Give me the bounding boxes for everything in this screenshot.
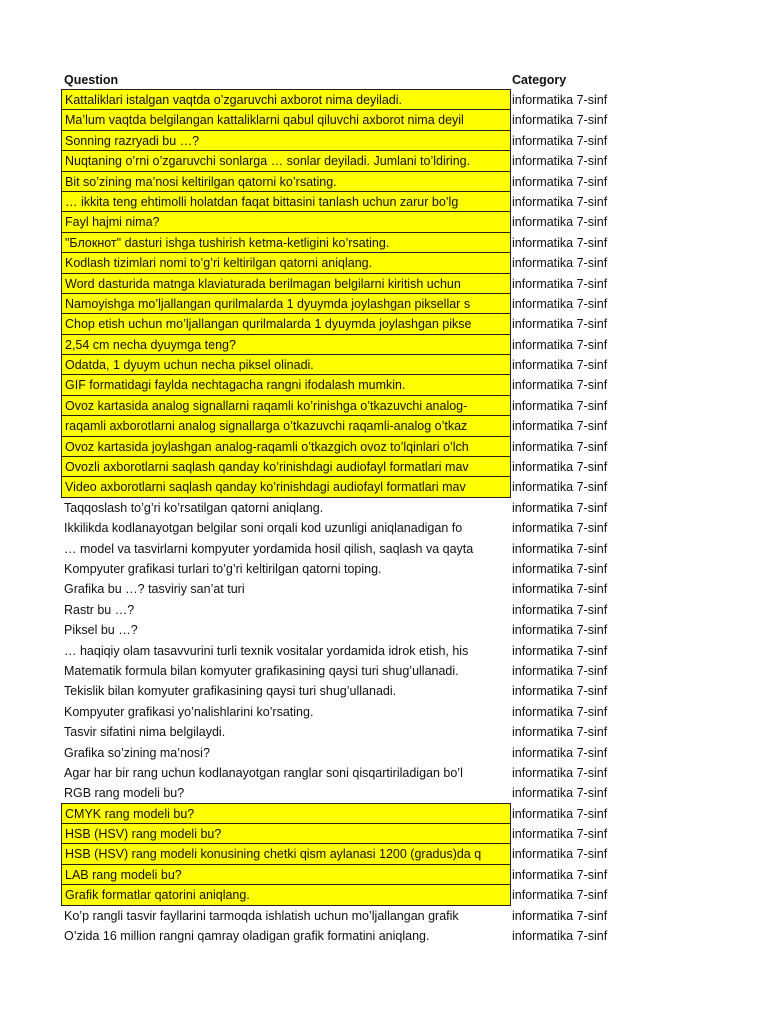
- question-cell-highlighted[interactable]: Kattaliklari istalgan vaqtda o’zgaruvchi axborot nima deyiladi.: [61, 89, 511, 110]
- question-cell-highlighted[interactable]: … ikkita teng ehtimolli holatdan faqat bittasini tanlash uchun zarur bo’lg: [61, 191, 511, 212]
- table-row: [0, 906, 768, 926]
- table-row: [0, 600, 768, 620]
- question-cell-highlighted[interactable]: "Блокнот" dasturi ishga tushirish ketma-ketligini ko’rsating.: [61, 232, 511, 253]
- question-cell-highlighted[interactable]: Grafik formatlar qatorini aniqlang.: [61, 884, 511, 905]
- category-cell[interactable]: informatika 7-sinf: [512, 786, 608, 801]
- category-cell[interactable]: informatika 7-sinf: [512, 684, 608, 699]
- category-cell[interactable]: informatika 7-sinf: [512, 460, 608, 475]
- category-cell[interactable]: informatika 7-sinf: [512, 745, 608, 760]
- category-cell[interactable]: informatika 7-sinf: [512, 276, 608, 291]
- table-row: [0, 865, 768, 885]
- table-row: [0, 294, 768, 314]
- question-cell-highlighted[interactable]: LAB rang modeli bu?: [61, 864, 511, 885]
- question-cell[interactable]: Kompyuter grafikasi yo’nalishlarini ko’rsating.: [64, 704, 314, 719]
- category-cell[interactable]: informatika 7-sinf: [512, 174, 608, 189]
- question-cell[interactable]: O’zida 16 million rangni qamray oladigan grafik formatini aniqlang.: [64, 929, 430, 944]
- question-cell[interactable]: Grafika so’zining ma’nosi?: [64, 745, 210, 760]
- category-cell[interactable]: informatika 7-sinf: [512, 521, 608, 536]
- category-column-header[interactable]: Category: [512, 73, 567, 87]
- category-cell[interactable]: informatika 7-sinf: [512, 194, 608, 209]
- category-cell[interactable]: informatika 7-sinf: [512, 378, 608, 393]
- category-cell[interactable]: informatika 7-sinf: [512, 582, 608, 597]
- table-row: [0, 783, 768, 803]
- table-row: [0, 274, 768, 294]
- question-cell[interactable]: Matematik formula bilan komyuter grafikasining qaysi turi shug’ullanadi.: [64, 663, 459, 678]
- question-cell-highlighted[interactable]: Video axborotlarni saqlash qanday ko’rinishdagi audiofayl formatlari mav: [61, 476, 511, 497]
- table-row: [0, 926, 768, 946]
- question-cell[interactable]: Piksel bu …?: [64, 623, 138, 638]
- table-body: [0, 90, 768, 946]
- category-cell[interactable]: informatika 7-sinf: [512, 439, 608, 454]
- category-cell[interactable]: informatika 7-sinf: [512, 541, 608, 556]
- table-row: [0, 253, 768, 273]
- question-cell[interactable]: Kompyuter grafikasi turlari to’g’ri keltirilgan qatorni toping.: [64, 561, 382, 576]
- table-row: [0, 763, 768, 783]
- category-cell[interactable]: informatika 7-sinf: [512, 133, 608, 148]
- table-row: [0, 702, 768, 722]
- category-cell[interactable]: informatika 7-sinf: [512, 827, 608, 842]
- table-row: [0, 743, 768, 763]
- table-row: [0, 579, 768, 599]
- question-cell[interactable]: Rastr bu …?: [64, 602, 135, 617]
- category-cell[interactable]: informatika 7-sinf: [512, 480, 608, 495]
- table-row: [0, 641, 768, 661]
- table-row: [0, 844, 768, 864]
- question-cell-highlighted[interactable]: Bit so’zining ma’nosi keltirilgan qatorni ko’rsating.: [61, 171, 511, 192]
- table-row: [0, 477, 768, 497]
- table-row: [0, 355, 768, 375]
- question-cell-highlighted[interactable]: Odatda, 1 dyuym uchun necha piksel olinadi.: [61, 354, 511, 375]
- category-cell[interactable]: informatika 7-sinf: [512, 888, 608, 903]
- question-cell[interactable]: Ikkilikda kodlanayotgan belgilar soni orqali kod uzunligi aniqlanadigan fo: [64, 521, 463, 536]
- table-row: [0, 885, 768, 905]
- table-row: [0, 498, 768, 518]
- table-row: [0, 151, 768, 171]
- question-cell-highlighted[interactable]: Chop etish uchun mo’ljallangan qurilmalarda 1 dyuymda joylashgan pikse: [61, 313, 511, 334]
- table-row: [0, 681, 768, 701]
- question-column-header[interactable]: Question: [64, 73, 119, 87]
- question-cell-highlighted[interactable]: Nuqtaning o’rni o’zgaruvchi sonlarga … sonlar deyiladi. Jumlani to’ldiring.: [61, 150, 511, 171]
- question-cell[interactable]: Tasvir sifatini nima belgilaydi.: [64, 725, 226, 740]
- table-row: [0, 314, 768, 334]
- table-row: [0, 620, 768, 640]
- category-cell[interactable]: informatika 7-sinf: [512, 500, 608, 515]
- category-cell[interactable]: informatika 7-sinf: [512, 643, 608, 658]
- question-cell[interactable]: Taqqoslash to’g’ri ko’rsatilgan qatorni aniqlang.: [64, 500, 324, 515]
- question-cell-highlighted[interactable]: raqamli axborotlarni analog signallarga o’tkazuvchi raqamli-analog o’tkaz: [61, 415, 511, 436]
- table-row: [0, 824, 768, 844]
- question-cell[interactable]: Agar har bir rang uchun kodlanayotgan ranglar soni qisqartiriladigan bo’l: [64, 765, 463, 780]
- table-row: [0, 661, 768, 681]
- question-cell[interactable]: RGB rang modeli bu?: [64, 786, 185, 801]
- category-cell[interactable]: informatika 7-sinf: [512, 296, 608, 311]
- category-cell[interactable]: informatika 7-sinf: [512, 93, 608, 107]
- table-row: [0, 110, 768, 130]
- table-row: [0, 416, 768, 436]
- question-cell-highlighted[interactable]: Kodlash tizimlari nomi to’g’ri keltirilgan qatorni aniqlang.: [61, 252, 511, 273]
- table-row: [0, 722, 768, 742]
- question-cell-highlighted[interactable]: HSB (HSV) rang modeli bu?: [61, 823, 511, 844]
- category-cell[interactable]: informatika 7-sinf: [512, 847, 608, 862]
- category-cell[interactable]: informatika 7-sinf: [512, 725, 608, 740]
- table-row: [0, 90, 768, 110]
- table-row: [0, 375, 768, 395]
- question-cell-highlighted[interactable]: Namoyishga mo’ljallangan qurilmalarda 1 dyuymda joylashgan piksellar s: [61, 293, 511, 314]
- question-cell-highlighted[interactable]: HSB (HSV) rang modeli konusining chetki qism aylanasi 1200 (gradus)da q: [61, 843, 511, 864]
- question-cell-highlighted[interactable]: Ma’lum vaqtda belgilangan kattaliklarni qabul qiluvchi axborot nima deyil: [61, 109, 511, 130]
- category-cell[interactable]: informatika 7-sinf: [512, 704, 608, 719]
- category-cell[interactable]: informatika 7-sinf: [512, 215, 608, 230]
- question-cell[interactable]: Grafika bu …? tasviriy san’at turi: [64, 582, 245, 597]
- question-cell-highlighted[interactable]: Ovozli axborotlarni saqlash qanday ko’rinishdagi audiofayl formatlari mav: [61, 456, 511, 477]
- table-row: [0, 192, 768, 212]
- category-cell[interactable]: informatika 7-sinf: [512, 113, 608, 128]
- category-cell[interactable]: informatika 7-sinf: [512, 663, 608, 678]
- category-cell[interactable]: informatika 7-sinf: [512, 235, 608, 250]
- category-cell[interactable]: informatika 7-sinf: [512, 765, 608, 780]
- category-cell[interactable]: informatika 7-sinf: [512, 908, 608, 923]
- category-cell[interactable]: informatika 7-sinf: [512, 561, 608, 576]
- question-cell-highlighted[interactable]: Ovoz kartasida joylashgan analog-raqamli o’tkazgich ovoz to’lqinlari o’lch: [61, 436, 511, 457]
- category-cell[interactable]: informatika 7-sinf: [512, 867, 608, 882]
- table-row: [0, 396, 768, 416]
- question-cell-highlighted[interactable]: Sonning razryadi bu …?: [61, 130, 511, 151]
- question-cell[interactable]: Tekislik bilan komyuter grafikasining qaysi turi shug’ullanadi.: [64, 684, 397, 699]
- category-cell[interactable]: informatika 7-sinf: [512, 623, 608, 638]
- question-cell[interactable]: Ko’p rangli tasvir fayllarini tarmoqda ishlatish uchun mo’ljallangan grafik: [64, 908, 459, 923]
- category-cell[interactable]: informatika 7-sinf: [512, 602, 608, 617]
- question-cell-highlighted[interactable]: Ovoz kartasida analog signallarni raqamli ko’rinishga o’tkazuvchi analog-: [61, 395, 511, 416]
- table-row: [0, 804, 768, 824]
- table-row: [0, 172, 768, 192]
- question-cell-highlighted[interactable]: 2,54 cm necha dyuymga teng?: [61, 334, 511, 355]
- table-row: [0, 518, 768, 538]
- category-cell[interactable]: informatika 7-sinf: [512, 337, 608, 352]
- question-cell-highlighted[interactable]: Word dasturida matnga klaviaturada berilmagan belgilarni kiritish uchun: [61, 273, 511, 294]
- table-row: [0, 437, 768, 457]
- table-row: [0, 559, 768, 579]
- table-row: [0, 233, 768, 253]
- table-row: [0, 335, 768, 355]
- table-row: [0, 457, 768, 477]
- table-row: [0, 539, 768, 559]
- category-cell[interactable]: informatika 7-sinf: [512, 154, 608, 169]
- question-cell-highlighted[interactable]: Fayl hajmi nima?: [61, 211, 511, 232]
- category-cell[interactable]: informatika 7-sinf: [512, 806, 608, 821]
- header-row: [0, 70, 768, 90]
- question-cell[interactable]: … model va tasvirlarni kompyuter yordamida hosil qilish, saqlash va qayta: [64, 541, 474, 556]
- question-cell-highlighted[interactable]: GIF formatidagi faylda nechtagacha rangni ifodalash mumkin.: [61, 374, 511, 395]
- category-cell[interactable]: informatika 7-sinf: [512, 398, 608, 413]
- question-cell-highlighted[interactable]: CMYK rang modeli bu?: [61, 803, 511, 824]
- category-cell[interactable]: informatika 7-sinf: [512, 419, 608, 434]
- table-row: [0, 212, 768, 232]
- category-cell[interactable]: informatika 7-sinf: [512, 358, 608, 373]
- question-cell[interactable]: … haqiqiy olam tasavvurini turli texnik vositalar yordamida idrok etish, his: [64, 643, 469, 658]
- category-cell[interactable]: informatika 7-sinf: [512, 317, 608, 332]
- category-cell[interactable]: informatika 7-sinf: [512, 929, 608, 944]
- category-cell[interactable]: informatika 7-sinf: [512, 256, 608, 271]
- table-row: [0, 131, 768, 151]
